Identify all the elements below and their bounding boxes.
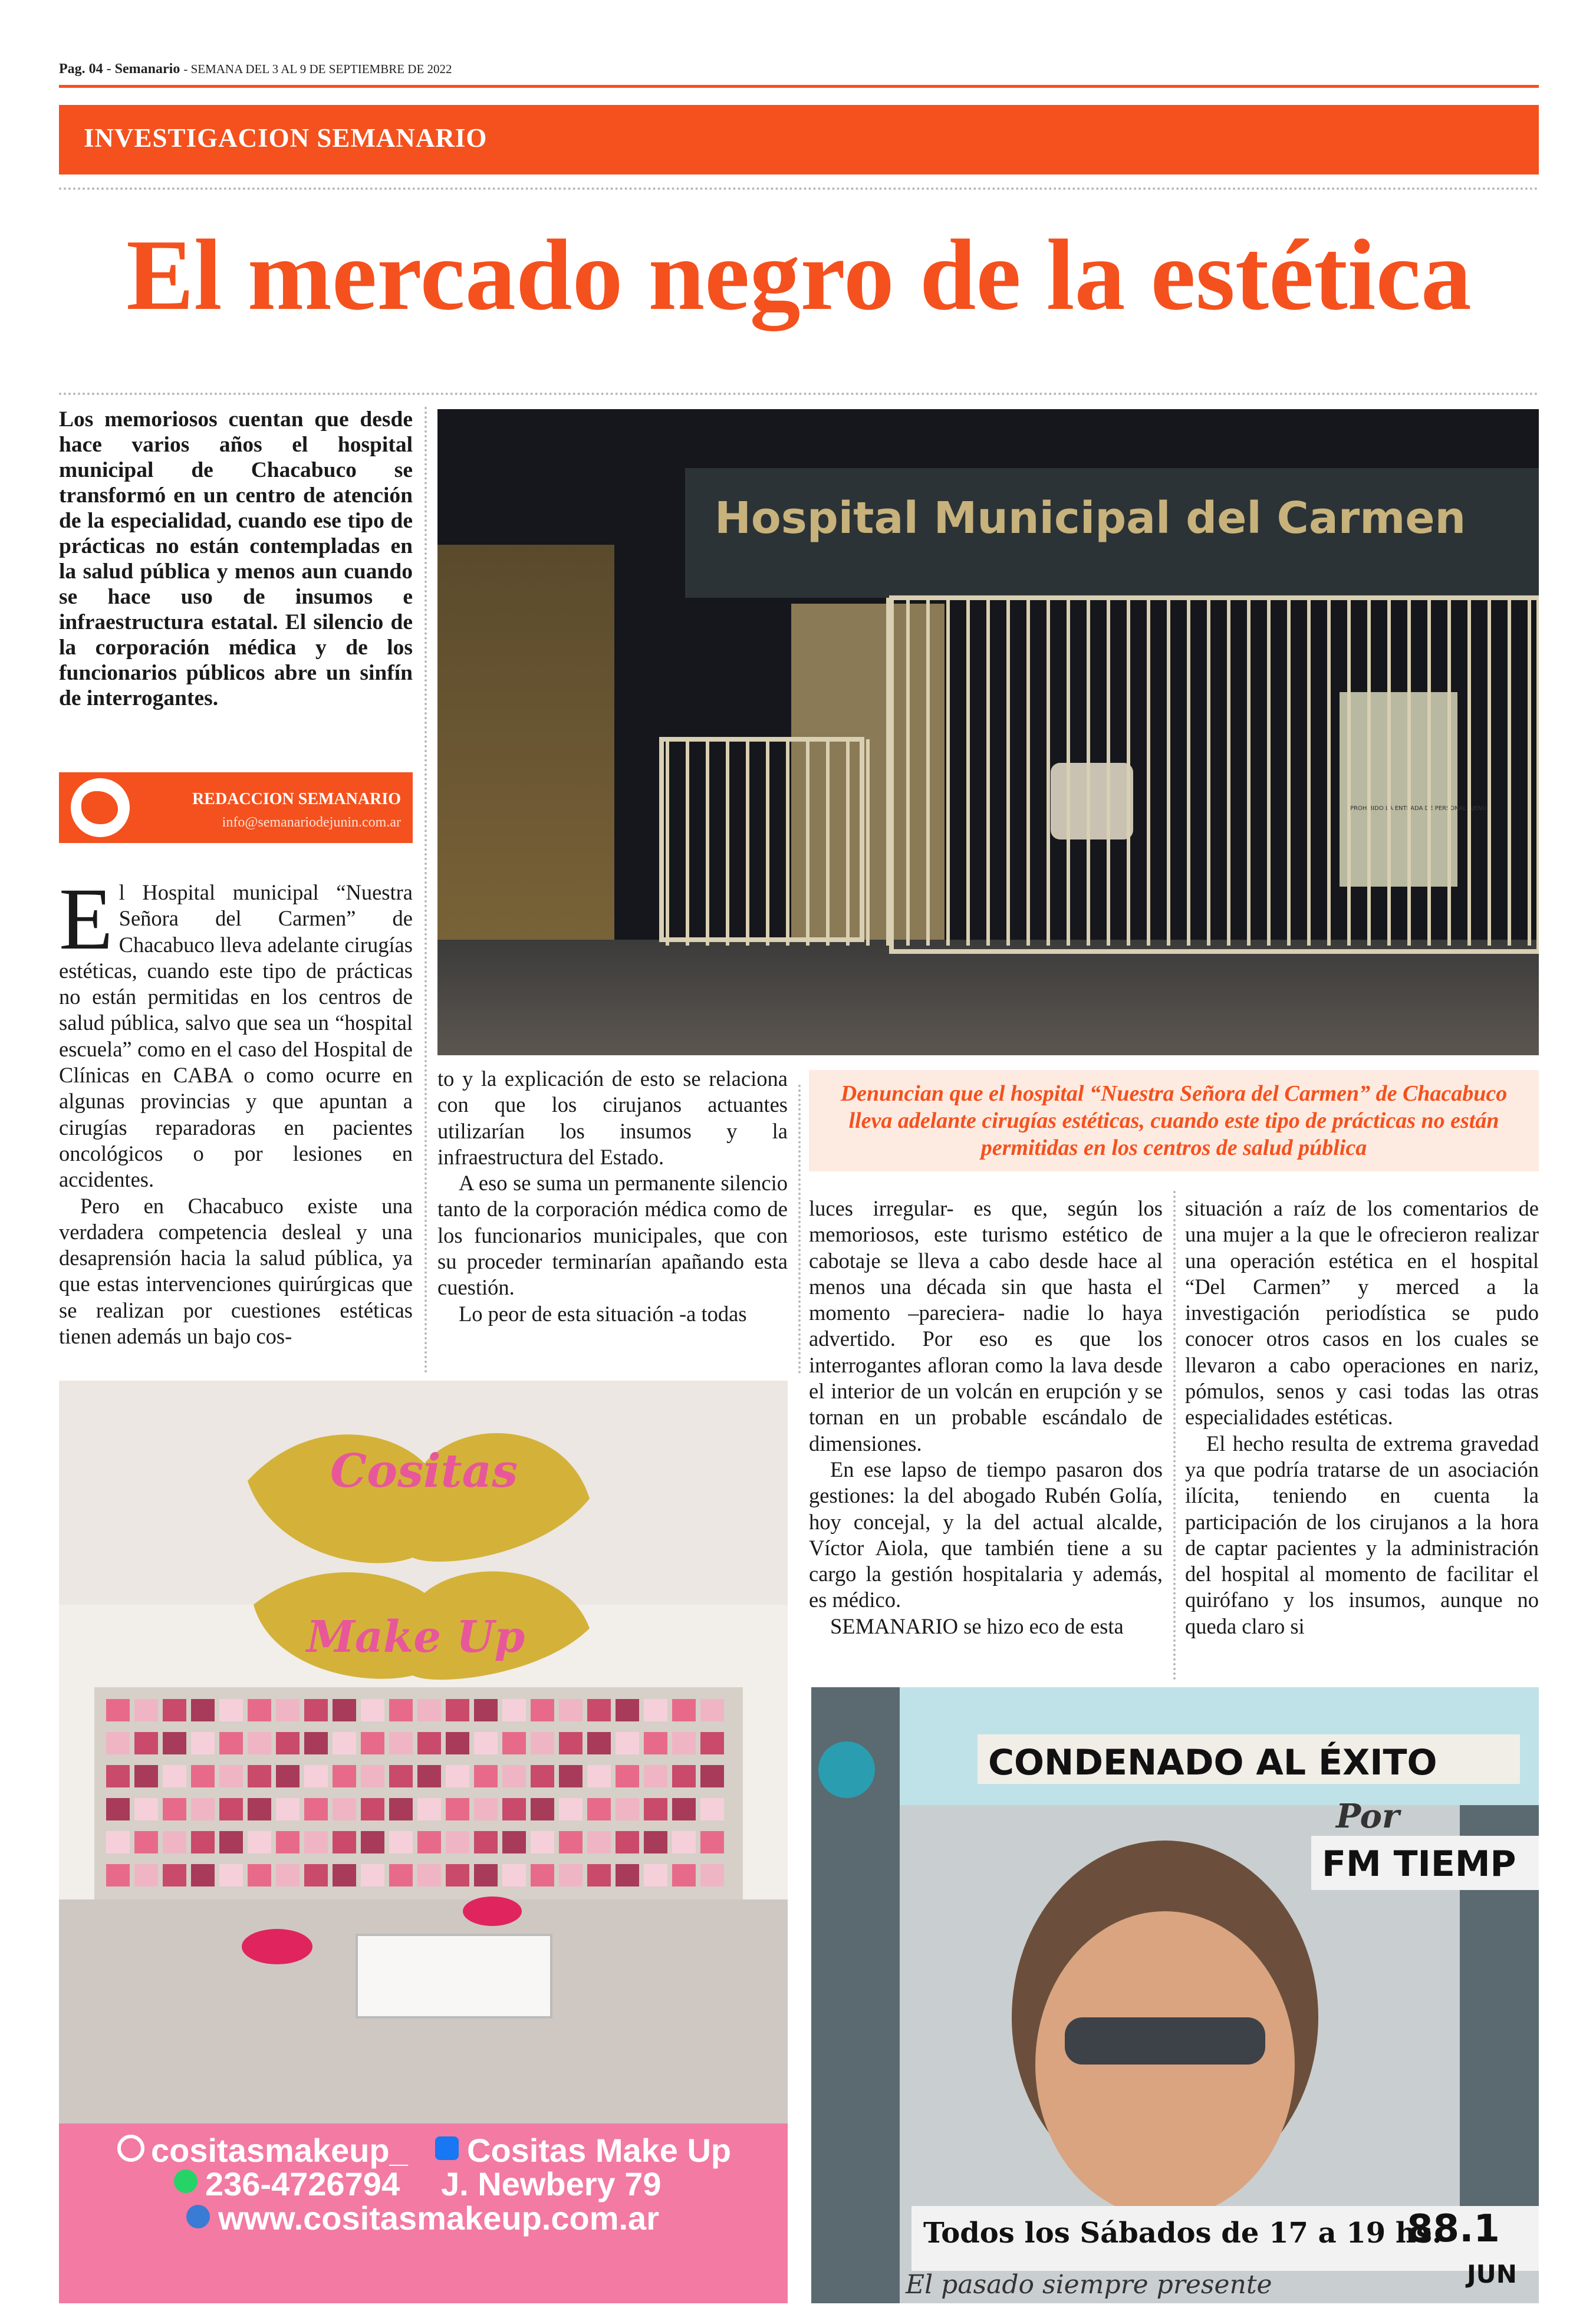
shelf-product: [361, 1732, 384, 1754]
shelf-product: [333, 1831, 356, 1853]
shelf-product: [502, 1732, 526, 1754]
shelf-product: [616, 1831, 639, 1853]
cositas-logo-bottom: Make Up: [307, 1612, 525, 1662]
paragraph: En ese lapso de tiempo pasaron dos gestiones: la del abogado Rubén Golía, hoy concejal, y la del actual alcalde, Víctor Aiola, que también tiene a su cargo la gestión hospitalaria y además, es médico.: [809, 1457, 1163, 1612]
shelf-product: [191, 1765, 215, 1787]
radio-schedule: Todos los Sábados de 17 a 19 hs.: [923, 2217, 1442, 2250]
issue-date: - SEMANA DEL 3 AL 9 DE SEPTIEMBRE DE 2022: [183, 62, 452, 76]
cositas-website: www.cositasmakeup.com.ar: [218, 2200, 659, 2237]
shelf-product: [446, 1864, 469, 1886]
shelf-product: [502, 1699, 526, 1721]
shelf-product: [304, 1798, 328, 1820]
shelf-product: [304, 1864, 328, 1886]
shelf-product: [361, 1864, 384, 1886]
shelf-product: [644, 1864, 667, 1886]
shelf-product: [672, 1699, 696, 1721]
shelf-product: [616, 1765, 639, 1787]
shelf-product: [219, 1732, 243, 1754]
paragraph: El hecho resulta de extrema gravedad ya que podría tratarse de un asociación ilícita, teniendo en cuenta la participación de los cirujanos a la hora de captar pacientes y la administración del hospital al momento de facilitar el quirófano y los insumos, aunque no queda claro si: [1185, 1431, 1539, 1638]
shelf-product: [219, 1798, 243, 1820]
paragraph: Lo peor de esta situación -a todas: [459, 1301, 747, 1326]
microphone-icon: [818, 1741, 875, 1798]
shelf-product: [219, 1864, 243, 1886]
shelf-product: [276, 1765, 300, 1787]
shelf-product: [389, 1699, 413, 1721]
shelf-product: [163, 1864, 186, 1886]
shelf-product: [219, 1699, 243, 1721]
column-divider: [1173, 1191, 1176, 1680]
shelf-product: [644, 1765, 667, 1787]
hospital-gate-illustration: [437, 409, 1539, 1055]
shelf-product: [163, 1699, 186, 1721]
shelf-product: [248, 1699, 271, 1721]
booth-notice: PROHIBIDO LA ENTRADA DE PERSONAL AJENO: [1350, 805, 1487, 812]
shelf-product: [531, 1864, 554, 1886]
facebook-icon: [435, 2136, 459, 2160]
paragraph: luces irregular- es que, según los memoriosos, este turismo estético de cabotaje se lleva a cabo desde hace al menos una década sin que hasta el momento –pareciera- nadie lo haya advertido. Por eso es que los interrogantes afloran como la lava desde el interior de un volcán en erupción y se tornan en un probable escándalo de dimensiones.: [809, 1196, 1163, 1456]
column-divider: [798, 1085, 801, 1374]
divider: [59, 187, 1539, 190]
shelf-product: [219, 1831, 243, 1853]
shelf-product: [248, 1864, 271, 1886]
shelf-product: [106, 1831, 130, 1853]
ad-cositas-artwork: [59, 1381, 788, 2303]
shelf-product: [361, 1699, 384, 1721]
paragraph: A eso se suma un permanente silencio tanto de la corporación médica como de los funcionarios municipales, que con su proceder terminarían apañando esta cuestión.: [437, 1171, 788, 1300]
shelf-product: [474, 1699, 498, 1721]
shelf-product: [134, 1831, 158, 1853]
shelf-product: [417, 1699, 441, 1721]
shelf-product: [474, 1798, 498, 1820]
shelf-product: [587, 1699, 611, 1721]
shelf-product: [559, 1864, 583, 1886]
page-number: Pag. 04: [59, 61, 103, 77]
shelf-product: [559, 1798, 583, 1820]
shelf-product: [644, 1798, 667, 1820]
shelf-product: [361, 1765, 384, 1787]
photo-caption: Denuncian que el hospital “Nuestra Señora del Carmen” de Chacabuco lleva adelante cirugías estéticas, cuando este tipo de prácticas no están permitidas en los centros de salud pública: [809, 1070, 1539, 1171]
section-bar: [59, 105, 1539, 175]
shelf-product: [276, 1732, 300, 1754]
shelf-product: [587, 1831, 611, 1853]
shelf-product: [417, 1732, 441, 1754]
shelf-product: [587, 1798, 611, 1820]
shelf-product: [106, 1699, 130, 1721]
cositas-facebook: Cositas Make Up: [467, 2132, 732, 2169]
shelf-product: [134, 1765, 158, 1787]
shelf-product: [446, 1699, 469, 1721]
shelf-product: [417, 1864, 441, 1886]
shelf-product: [106, 1798, 130, 1820]
shelf-product: [531, 1831, 554, 1853]
shelf-product: [559, 1699, 583, 1721]
byline-box: [59, 772, 413, 843]
ad-radio-artwork: [811, 1687, 1539, 2303]
column-divider: [424, 407, 427, 1374]
ad-cositas-makeup[interactable]: [59, 1381, 788, 2303]
shelf-product: [134, 1798, 158, 1820]
radio-show-title: CONDENADO AL ÉXITO: [988, 1742, 1437, 1783]
shelf-product: [361, 1798, 384, 1820]
hospital-photo: [437, 409, 1539, 1055]
shelf-product: [304, 1831, 328, 1853]
shelf-product: [672, 1798, 696, 1820]
paragraph: SEMANARIO se hizo eco de esta: [830, 1614, 1124, 1638]
byline-name: REDACCION SEMANARIO: [192, 790, 401, 808]
section-label: INVESTIGACION SEMANARIO: [84, 123, 488, 153]
shelf-product: [559, 1732, 583, 1754]
shelf-product: [417, 1831, 441, 1853]
shelf-product: [559, 1831, 583, 1853]
shelf-product: [672, 1831, 696, 1853]
shelf-product: [644, 1831, 667, 1853]
shelf-product: [644, 1699, 667, 1721]
shelf-product: [361, 1831, 384, 1853]
shelf-product: [531, 1699, 554, 1721]
shelf-product: [446, 1732, 469, 1754]
paragraph: Pero en Chacabuco existe una verdadera competencia desleal y una desaprensión hacia la salud pública, ya que estas intervenciones quirúrgicas que se realizan por cuestiones estéticas tienen además un bajo cos-: [59, 1193, 413, 1349]
shelf-product: [304, 1765, 328, 1787]
shelf-product: [474, 1765, 498, 1787]
shelf-product: [191, 1798, 215, 1820]
dropcap: E: [59, 870, 113, 968]
cositas-address: J. Newbery 79: [441, 2165, 662, 2202]
shelf-product: [531, 1732, 554, 1754]
header-separator: -: [106, 61, 111, 77]
shelf-product: [134, 1864, 158, 1886]
shelf-product: [106, 1732, 130, 1754]
shelf-product: [531, 1765, 554, 1787]
shelf-product: [700, 1864, 724, 1886]
shelf-product: [191, 1732, 215, 1754]
shelf-product: [248, 1831, 271, 1853]
shelf-product: [276, 1864, 300, 1886]
shelf-product: [248, 1798, 271, 1820]
shelf-product: [389, 1798, 413, 1820]
shelf-product: [106, 1765, 130, 1787]
shelf-product: [587, 1765, 611, 1787]
shelf-product: [616, 1699, 639, 1721]
publication-name: Semanario: [114, 61, 180, 77]
shelf-product: [700, 1699, 724, 1721]
shelf-product: [248, 1732, 271, 1754]
shelf-product: [276, 1699, 300, 1721]
shelf-product: [304, 1699, 328, 1721]
shelf-product: [304, 1732, 328, 1754]
shelf-product: [276, 1798, 300, 1820]
shelf-product: [672, 1765, 696, 1787]
shelf-product: [474, 1864, 498, 1886]
radio-station: FM TIEMP: [1322, 1843, 1516, 1885]
shelf-product: [333, 1765, 356, 1787]
shelf-product: [446, 1765, 469, 1787]
article-column-3: [809, 1196, 1163, 1639]
shelf-product: [106, 1864, 130, 1886]
globe-icon: [186, 2205, 210, 2228]
radio-slogan: El pasado siempre presente: [906, 2270, 1272, 2300]
shelf-product: [389, 1732, 413, 1754]
shelf-product: [474, 1831, 498, 1853]
shelf-product: [672, 1732, 696, 1754]
shelf-product: [616, 1732, 639, 1754]
shelf-product: [559, 1765, 583, 1787]
article-column-1: [59, 870, 413, 1349]
radio-frequency: 88.1: [1407, 2207, 1500, 2251]
shelf-product: [248, 1765, 271, 1787]
shelf-product: [502, 1864, 526, 1886]
shelf-product: [276, 1831, 300, 1853]
radio-city: JUN: [1467, 2260, 1517, 2289]
page-header: [59, 61, 452, 77]
shelf-product: [587, 1864, 611, 1886]
shelf-product: [502, 1798, 526, 1820]
shelf-product: [446, 1798, 469, 1820]
shelf-product: [163, 1831, 186, 1853]
shelf-product: [191, 1864, 215, 1886]
shelf-product: [163, 1732, 186, 1754]
shelf-product: [163, 1765, 186, 1787]
article-column-2: [437, 1066, 788, 1327]
intro-deck: Los memoriosos cuentan que desde hace varios años el hospital municipal de Chacabuco se transformó en un centro de atención de la especialidad, cuando ese tipo de prácticas no están contempladas en la salud pública y menos aun cuando se hace uso de insumos e infraestructura estatal. El silencio de la corporación médica y de los funcionarios públicos abre un sinfín de interrogantes.: [59, 407, 413, 710]
shelf-product: [389, 1864, 413, 1886]
byline-email: info@semanariodejunin.com.ar: [222, 815, 401, 830]
ad-radio-show[interactable]: [811, 1687, 1539, 2303]
shelf-product: [700, 1765, 724, 1787]
shelf-product: [502, 1765, 526, 1787]
paragraph: El Hospital municipal “Nuestra Señora del Carmen” de Chacabuco lleva adelante cirugías estéticas, cuando este tipo de prácticas no están permitidas en los centros de salud pública, salvo que sea un “hospital escuela” como en el caso del Hospital de Clínicas en CABA o como ocurre en algunas provincias y que apuntan a cirugías reparadoras en pacientes oncológicos o por lesiones en accidentes.: [59, 870, 413, 1192]
shelf-product: [333, 1732, 356, 1754]
shelf-product: [163, 1798, 186, 1820]
shelf-product: [134, 1699, 158, 1721]
article-column-4: [1185, 1196, 1539, 1639]
shelf-product: [389, 1765, 413, 1787]
shelf-product: [616, 1798, 639, 1820]
radio-por: Por: [1336, 1797, 1400, 1836]
shelf-product: [191, 1831, 215, 1853]
byline-logo-icon: [71, 778, 130, 837]
cositas-logo-top: Cositas: [330, 1444, 518, 1498]
shelf-product: [333, 1699, 356, 1721]
shelf-product: [191, 1699, 215, 1721]
shelf-product: [417, 1798, 441, 1820]
shelf-product: [672, 1864, 696, 1886]
cositas-instagram: cositasmakeup_: [151, 2132, 408, 2169]
paragraph: to y la explicación de esto se relaciona con que los cirujanos actuantes utilizarían los insumos y la infraestructura del Estado.: [437, 1066, 788, 1169]
shelf-product: [531, 1798, 554, 1820]
cositas-whatsapp: 236-4726794: [205, 2165, 400, 2202]
whatsapp-icon: [174, 2169, 198, 2193]
shelf-product: [616, 1864, 639, 1886]
shelf-product: [502, 1831, 526, 1853]
shelf-product: [446, 1831, 469, 1853]
shelf-product: [644, 1732, 667, 1754]
headline: El mercado negro de la estética: [126, 219, 1472, 331]
shelf-product: [389, 1831, 413, 1853]
shelf-product: [333, 1864, 356, 1886]
divider: [59, 393, 1539, 395]
shelf-product: [700, 1732, 724, 1754]
header-rule: [59, 85, 1539, 88]
shelf-product: [134, 1732, 158, 1754]
shelf-product: [474, 1732, 498, 1754]
shelf-product: [700, 1798, 724, 1820]
shelf-product: [333, 1798, 356, 1820]
shelf-product: [700, 1831, 724, 1853]
shelf-product: [587, 1732, 611, 1754]
shelf-product: [417, 1765, 441, 1787]
hospital-sign: Hospital Municipal del Carmen: [715, 493, 1466, 544]
paragraph: situación a raíz de los comentarios de una mujer a la que le ofrecieron realizar una operación estética en el hospital “Del Carmen” y merced a la investigación periodística se pudo conocer otros casos en los cuales se llevaron a cabo operaciones en nariz, pómulos, senos y casi todas las otras especialidades estéticas.: [1185, 1196, 1539, 1430]
shelf-product: [219, 1765, 243, 1787]
